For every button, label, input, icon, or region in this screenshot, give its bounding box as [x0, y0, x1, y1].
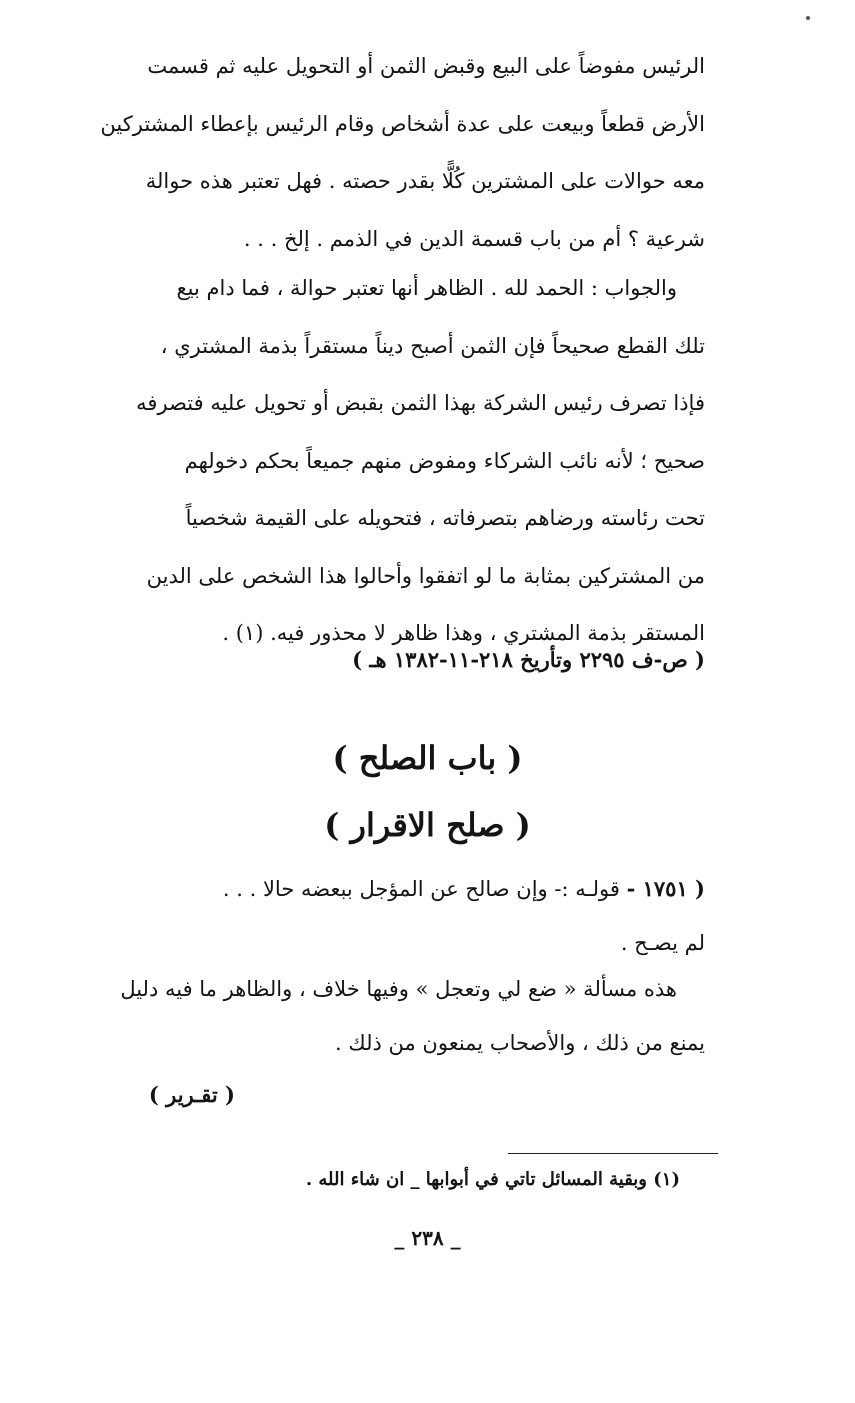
answer-block	[100, 962, 705, 1070]
text-line: معه حوالات على المشترين كُلًّا بقدر حصته . فهل تعتبر هذه حوالة	[145, 169, 705, 193]
text-line: شرعية ؟ أم من باب قسمة الدين في الذمم . إلخ . . .	[243, 226, 705, 251]
paragraph-question-text	[100, 38, 705, 268]
section-heading: ( صلح الاقرار )	[324, 806, 531, 844]
text-line: هذه مسألة « ضع لي وتعجل » وفيها خلاف ، والظاهر ما فيه دليل	[120, 977, 677, 1001]
text-line: فإذا تصرف رئيس الشركة بهذا الثمن بقبض أو تحويل عليه فتصرفه	[136, 391, 705, 415]
text-line: والجواب : الحمد لله . الظاهر أنها تعتبر حوالة ، فما دام بيع	[176, 276, 677, 300]
page-number: _ ٢٣٨ _	[394, 1226, 461, 1250]
question-text: قولـه :- وإن صالح عن المؤجل ببعضه حالا . . .	[222, 877, 620, 901]
text-line: من المشتركين بمثابة ما لو اتفقوا وأحالوا هذا الشخص على الدين	[146, 563, 705, 588]
question-number: ( ١٧٥١ -	[626, 876, 705, 901]
text-line: المستقر بذمة المشتري ، وهذا ظاهر لا محذور فيه. (١) .	[222, 621, 705, 645]
question-line-2: لم يصـح .	[620, 931, 705, 955]
chapter-heading: ( باب الصلح )	[332, 739, 523, 777]
text-line: يمنع من ذلك ، والأصحاب يمنعون من ذلك .	[335, 1031, 705, 1055]
text-line: تلك القطع صحيحاً فإن الثمن أصبح ديناً مستقراً بذمة المشتري ،	[160, 333, 705, 358]
source-tag: ( تقـرير )	[148, 1082, 235, 1107]
paragraph-answer-text	[100, 260, 705, 663]
reference-line: ( ص-ف ٢٢٩٥ وتأريخ ٢١٨-١١-١٣٨٢ هـ )	[352, 647, 705, 672]
text-line: الأرض قطعاً وبيعت على عدة أشخاص وقام الرئيس بإعطاء المشتركين	[100, 111, 705, 136]
footnote: (١) وبقية المسائل تاتي في أبوابها _ ان شاء الله .	[305, 1169, 680, 1190]
scan-speck	[806, 16, 810, 20]
text-line: صحيح ؛ لأنه نائب الشركاء ومفوض منهم جميعاً بحكم دخولهم	[184, 448, 705, 473]
text-line: تحت رئاسته ورضاهم بتصرفاته ، فتحويله على القيمة شخصياً	[185, 506, 705, 530]
text-line: الرئيس مفوضاً على البيع وقبض الثمن أو التحويل عليه ثم قسمت	[147, 54, 705, 78]
question-block	[100, 862, 705, 970]
question-line	[100, 862, 705, 916]
footnote-divider	[508, 1153, 718, 1154]
